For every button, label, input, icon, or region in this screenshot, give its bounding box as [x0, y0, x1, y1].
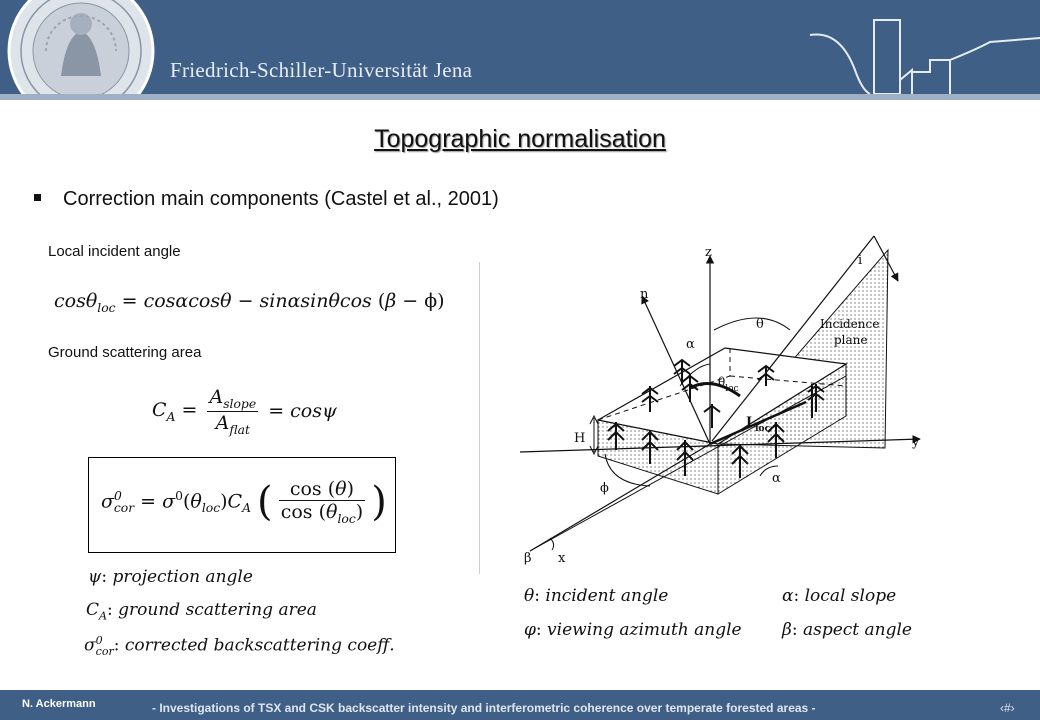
equation-sigma-cor: $\sigma^0_{cor} = \sigma^0(\theta_{loc})C_A$ ( cos (θ) $\cos (\theta_{loc})$ ) [101, 478, 387, 526]
header-bar [0, 0, 1040, 94]
bullet-item [34, 188, 499, 211]
legend-psi: ψ: projection angle [88, 567, 253, 587]
legend-ca: $C_A$: ground scattering area [86, 600, 317, 623]
legend-sigma-text: corrected backscattering coeff. [124, 635, 395, 656]
legend-phi: φ: viewing azimuth angle [524, 620, 742, 640]
label-n: n [640, 287, 649, 302]
label-h: H [574, 431, 586, 446]
column-divider [479, 262, 480, 574]
equation-cos-theta-loc: cosθ$_{loc}$ = cosαcosθ − sinαsinθcos (β − ϕ) [54, 290, 445, 315]
legend-sigma: $\sigma^0_{cor}$: corrected backscattering coeff. [84, 634, 395, 659]
incidence-plane-label-2: plane [834, 333, 868, 347]
sigma-correction-box [88, 457, 396, 553]
university-name: Friedrich-Schiller-Universität Jena [170, 58, 473, 82]
bullet-text: Correction main components (Castel et al., 2001) [63, 188, 499, 210]
label-l-loc: $L_{loc}$ [746, 415, 771, 434]
axis-x-label: x [558, 551, 566, 566]
incidence-plane-label-1: Incidence [820, 317, 880, 331]
bullet-square-icon [34, 194, 41, 201]
label-phi: ϕ [600, 481, 609, 496]
legend-psi-text: projection angle [112, 567, 253, 587]
label-theta-loc: $\theta_{loc}$ [718, 375, 739, 394]
legend-ca-text: ground scattering area [118, 600, 317, 620]
legend-theta-text: incident angle [545, 586, 669, 606]
legend-alpha-text: local slope [804, 586, 897, 606]
legend-theta: θ: incident angle [524, 586, 669, 606]
footer-title: - Investigations of TSX and CSK backscatter intensity and interferometric coherence over temperate forested areas - [152, 701, 816, 715]
header-stripe [0, 94, 1040, 100]
legend-beta-text: aspect angle [802, 620, 912, 640]
label-alpha: α [686, 337, 695, 352]
footer-bar [0, 690, 1040, 720]
slide-title: Topographic normalisation [374, 125, 666, 153]
topography-diagram [490, 226, 940, 576]
legend-phi-text: viewing azimuth angle [547, 620, 742, 640]
label-i: i [858, 253, 863, 268]
university-seal-icon [6, 0, 156, 94]
slide-number: ‹#› [1000, 701, 1015, 715]
local-incident-label: Local incident angle [48, 243, 181, 260]
label-alpha-slope: α [772, 471, 781, 486]
axis-z-label: z [705, 245, 712, 260]
footer-author: N. Ackermann [22, 698, 96, 710]
legend-alpha: α: local slope [782, 586, 897, 606]
jena-skyline-icon [800, 10, 1040, 94]
ground-scattering-label: Ground scattering area [48, 344, 202, 361]
axis-y-label: y [912, 435, 920, 450]
label-theta: θ [756, 317, 764, 332]
legend-beta: β: aspect angle [782, 620, 912, 640]
label-beta: β [524, 551, 532, 566]
equation-ca: $C_A$ = $A_{slope}$ $A_{flat}$ = cosψ [152, 386, 337, 437]
